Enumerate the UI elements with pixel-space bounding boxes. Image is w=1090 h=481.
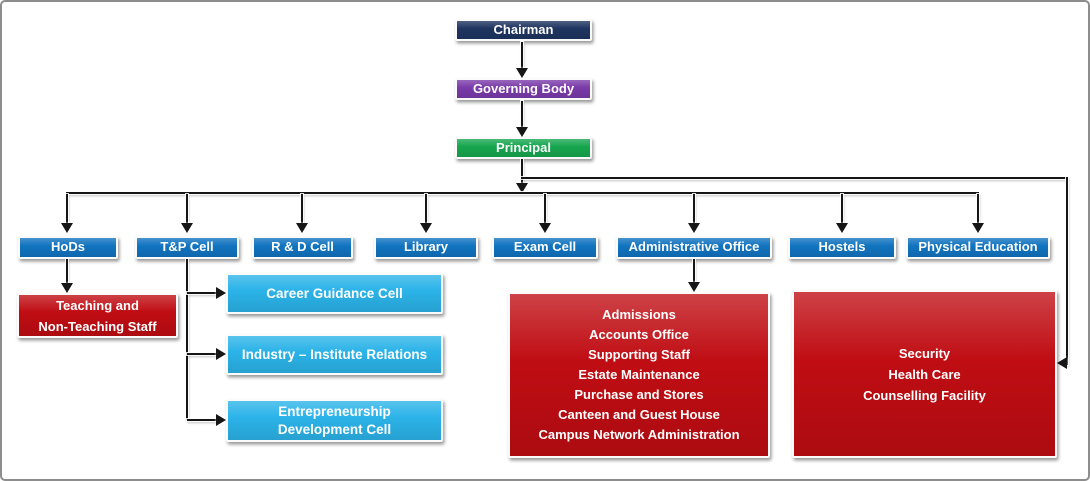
connector-drop-library [425,194,427,225]
department-label: T&P Cell [160,239,214,255]
department-tp-cell-box [135,236,239,259]
support-service-item: Counselling Facility [863,387,986,403]
department-label: Library [403,239,449,255]
governing-body-label: Governing Body [472,80,575,96]
connector-principal-stem [521,159,523,184]
admin-functions-box [508,292,770,458]
arrowhead-down-icon [516,127,528,137]
arrowhead-right-icon [216,287,226,299]
connector-drop-physical-education [977,194,979,225]
teaching-staff-line: Non-Teaching Staff [38,318,157,334]
teaching-staff-line: Teaching and [56,297,139,313]
connector-drop-hods [66,194,68,225]
connector-drop-rd-cell [301,194,303,225]
entrepreneurship-development-cell-box [226,399,443,442]
arrowhead-down-icon [688,282,700,292]
department-label: Administrative Office [628,239,760,255]
department-label: Exam Cell [513,239,577,255]
connector-governing-principal [521,101,523,128]
admin-function-item: Canteen and Guest House [558,407,720,422]
connector-drop-admin-office [693,194,695,225]
connector-support-rail-top [521,177,1068,179]
connector-admin-list [693,259,695,283]
department-hostels-box [788,236,896,259]
connector-drop-hostels [841,194,843,225]
support-service-item: Security [898,345,951,361]
department-exam-cell-box [492,236,598,259]
arrowhead-down-icon [972,223,984,233]
arrowhead-down-icon [296,223,308,233]
career-guidance-cell-box [226,273,443,314]
arrowhead-down-icon [688,223,700,233]
arrowhead-down-icon [836,223,848,233]
subcell-label: Development Cell [277,421,392,437]
admin-function-item: Purchase and Stores [574,387,704,402]
connector-tp-entrepreneurship [187,419,217,421]
department-label: R & D Cell [271,239,334,255]
department-physical-education-box [906,236,1050,259]
admin-function-item: Admissions [602,307,676,322]
connector-hods-staff [66,259,68,284]
arrowhead-down-icon [420,223,432,233]
support-services-box [792,290,1057,458]
industry-institute-relations-box [226,334,443,375]
admin-function-item: Estate Maintenance [578,367,700,382]
arrowhead-right-icon [216,414,226,426]
governing-body-box [455,78,592,100]
connector-tp-career [187,292,217,294]
connector-tp-industry [187,353,217,355]
department-rd-cell-box [252,236,353,259]
connector-chairman-governing [521,42,523,69]
arrowhead-right-icon [216,348,226,360]
admin-function-item: Supporting Staff [588,347,690,362]
department-hods-box [18,236,118,259]
connector-drop-exam-cell [544,194,546,225]
department-label: Physical Education [918,239,1038,255]
department-label: Hostels [818,239,866,255]
subcell-label: Entrepreneurship [278,403,391,419]
admin-function-item: Accounts Office [589,327,689,342]
arrowhead-down-icon [61,283,73,293]
department-library-box [374,236,478,259]
principal-label: Principal [496,139,551,155]
admin-function-item: Campus Network Administration [538,427,740,442]
arrowhead-left-icon [1057,357,1067,369]
connector-support-rail-right [1066,177,1068,365]
subcell-label: Career Guidance Cell [266,285,403,301]
arrowhead-down-icon [61,223,73,233]
chairman-label: Chairman [493,21,554,37]
arrowhead-down-icon [181,223,193,233]
connector-tp-stem [186,259,188,420]
department-admin-office-box [616,236,772,259]
teaching-staff-box [17,293,178,338]
department-label: HoDs [51,239,85,255]
connector-drop-tp-cell [186,194,188,225]
arrowhead-down-icon [516,68,528,78]
support-service-item: Health Care [888,366,961,382]
subcell-label: Industry – Institute Relations [241,346,428,362]
principal-box [455,137,592,159]
arrowhead-down-icon [539,223,551,233]
chairman-box [455,19,592,41]
